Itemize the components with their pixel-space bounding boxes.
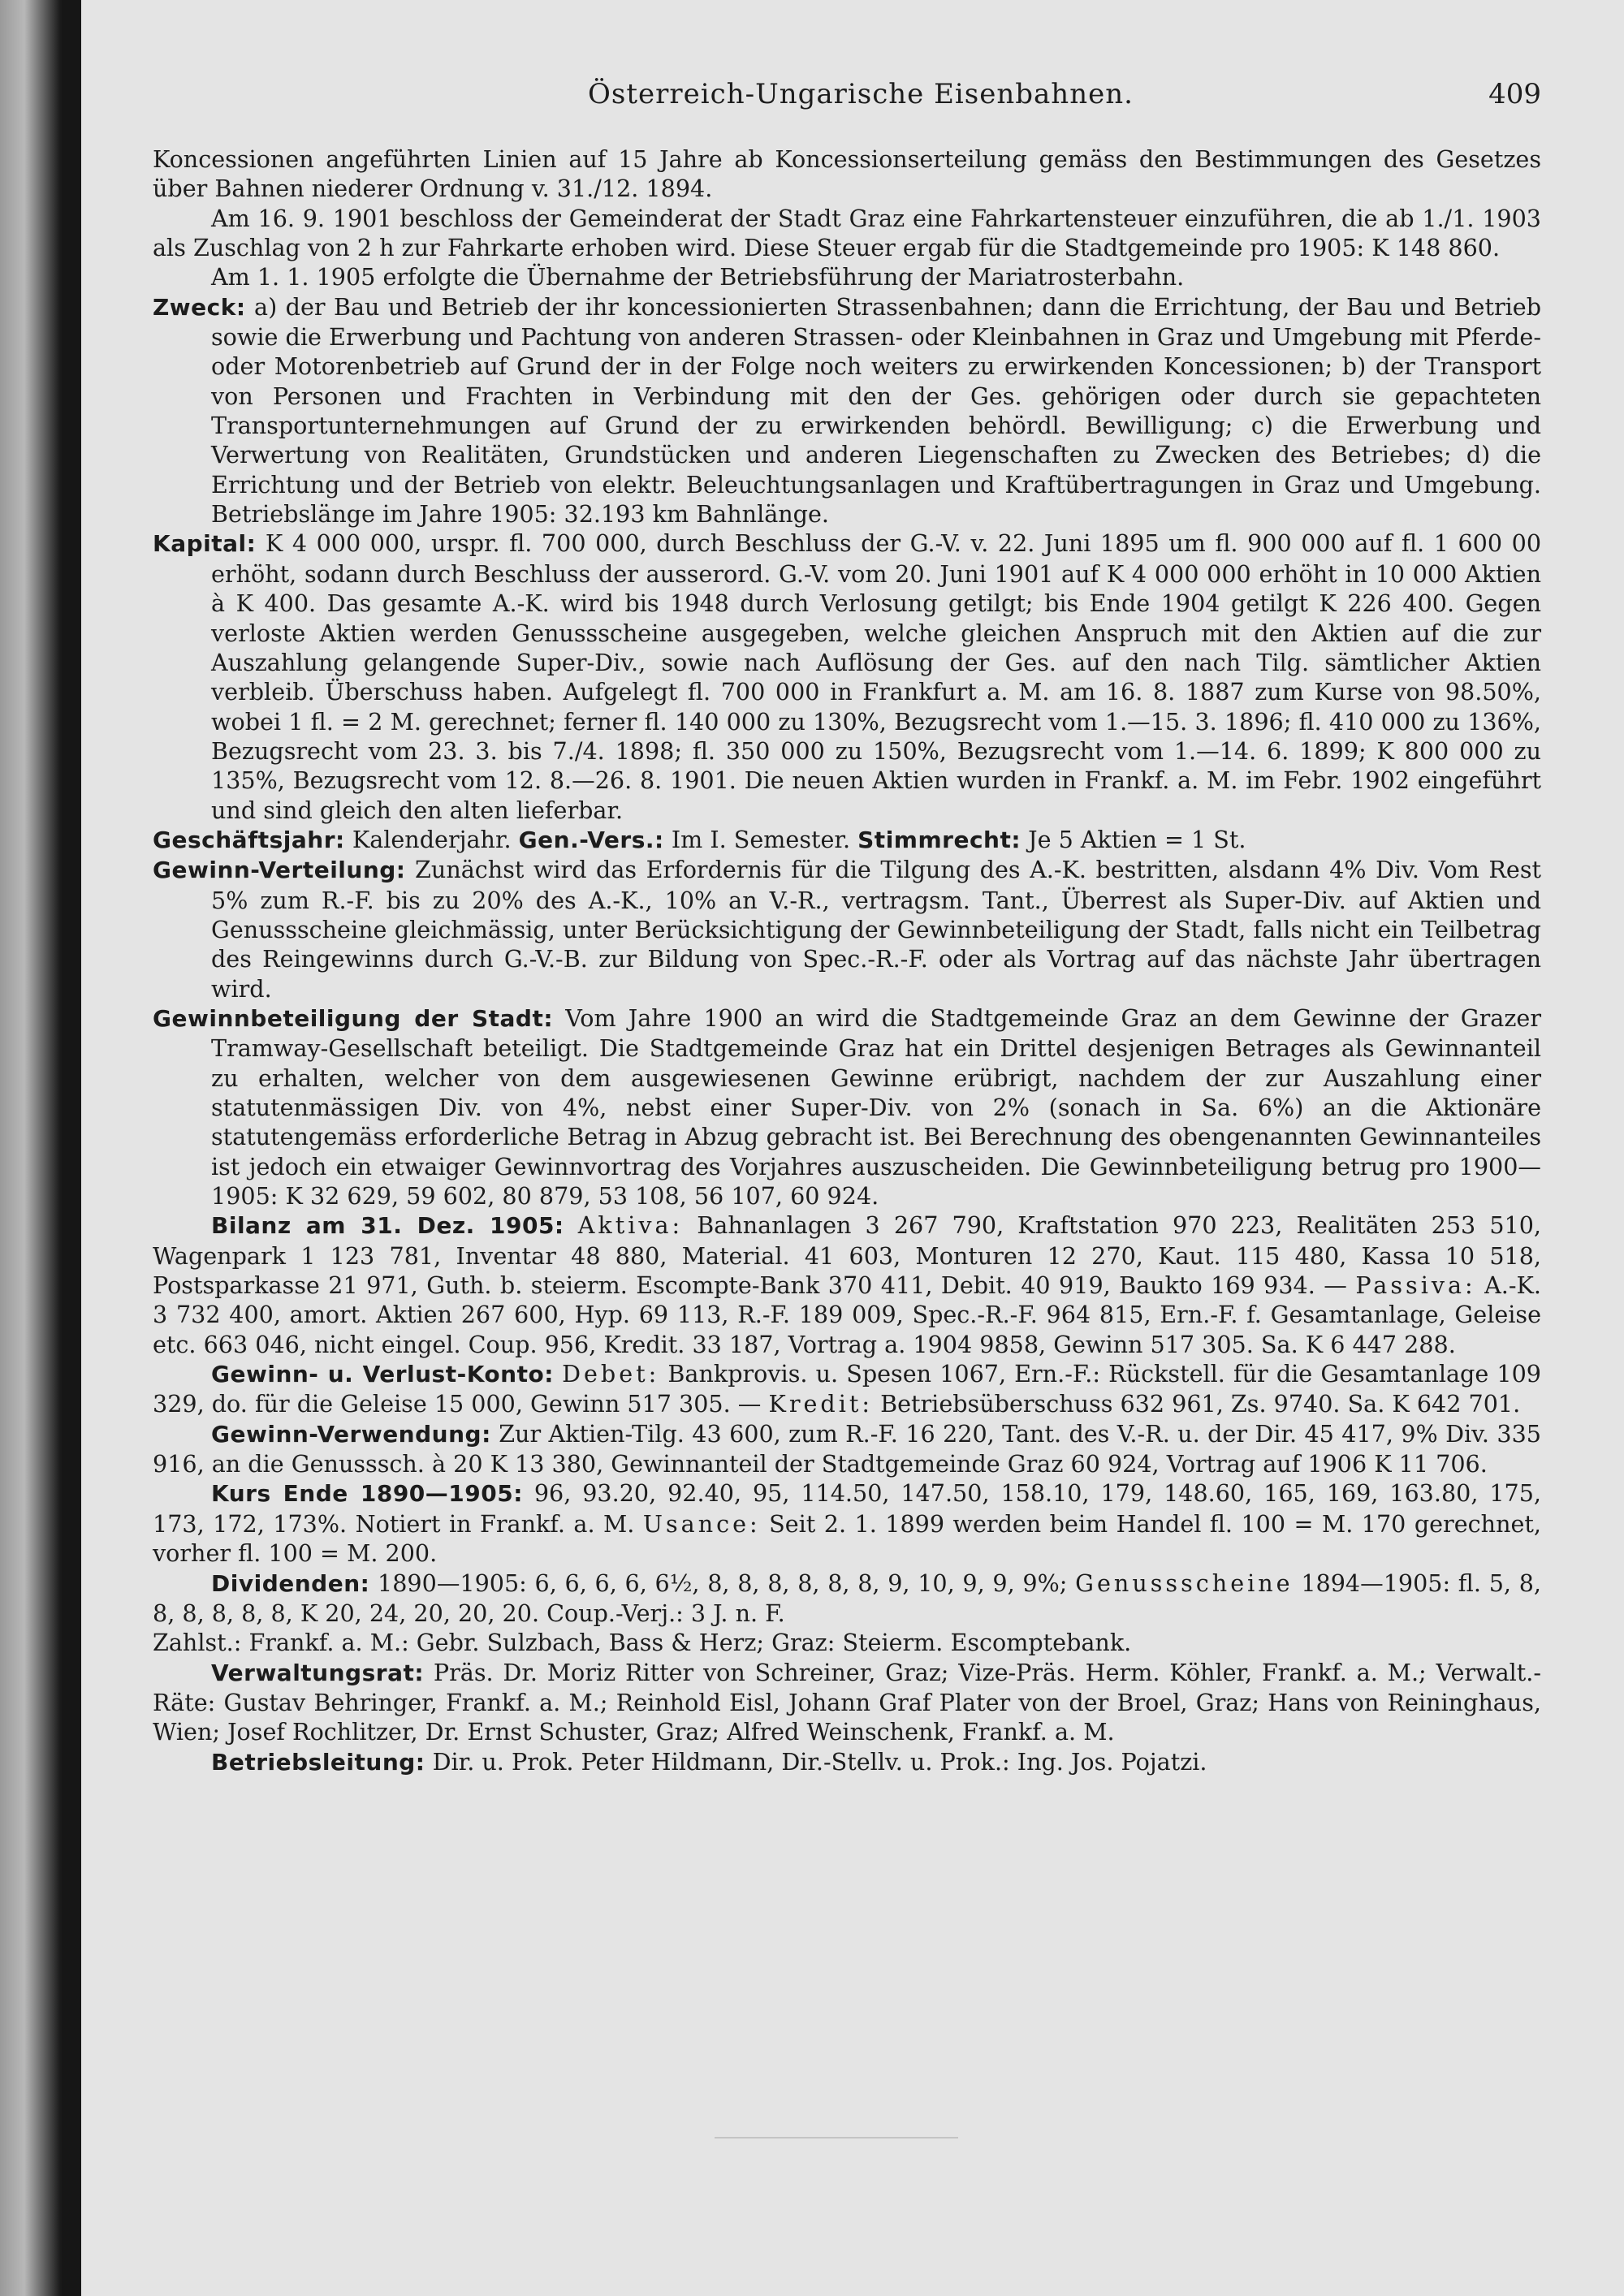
- text-gewinn-verteilung: Zunächst wird das Erfordernis für die Tilgung des A.-K. bestritten, alsdann 4% Div. Vom Rest 5% zum R.-F. bis zu 20% des A.-K., 10% an V.-R., vertragsm. Tant., Überrest als Super-Div. auf Aktien und Genussscheine gleichmässig, unter Berücksichtigung der Gewinnbeteiligung der Stadt, falls nicht ein Teilbetrag des Reingewinns durch G.-V.-B. zur Bildung von Spec.-R.-F. oder als Vortrag auf das nächste Jahr übertragen wird.: [211, 856, 1541, 1003]
- text-debet: Bankprovis. u. Spesen 1067, Ern.-F.: Rückstell. für die Gesamtanlage 109 329, do. für die Geleise 15 000, Gewinn 517 305. —: [153, 1360, 1541, 1418]
- paragraph-koncessionen: Koncessionen angeführten Linien auf 15 Jahre ab Koncessionserteilung gemäss den Bestimmungen des Gesetzes über Bahnen niederer Ordnung v. 31./12. 1894.: [153, 145, 1541, 203]
- section-dividenden: [153, 1569, 1541, 1629]
- text-gewinn-verwendung: Zur Aktien-Tilg. 43 600, zum R.-F. 16 220, Tant. des V.-R. u. der Dir. 45 417, 9% Div. 335 916, an die Genusssch. à 20 K 13 380, Gewinnanteil der Stadtgemeinde Graz 60 924, Vortrag auf 1906 K 11 706.: [153, 1419, 1541, 1478]
- text-stimmrecht: Je 5 Aktien = 1 St.: [1028, 825, 1246, 853]
- label-geschaeftsjahr: Geschäftsjahr:: [153, 826, 345, 853]
- text-kredit: Betriebsüberschuss 632 961, Zs. 9740. Sa. K 642 701.: [880, 1390, 1521, 1418]
- book-gutter: [62, 0, 81, 2296]
- text-genussscheine: 1894—1905: fl. 5, 8, 8, 8, 8, 8, 8, K 20, 24, 20, 20, 20. Coup.-Verj.: 3 J. n. F.: [153, 1569, 1541, 1627]
- text-gen-vers: Im I. Semester.: [671, 825, 851, 853]
- footer-divider: [715, 2137, 958, 2138]
- label-gewinnbeteiligung: Gewinnbeteiligung der Stadt:: [153, 1004, 554, 1032]
- label-kredit: Kredit:: [768, 1390, 873, 1418]
- text-kurs: 96, 93.20, 92.40, 95, 114.50, 147.50, 158.10, 179, 148.60, 165, 169, 163.80, 175, 173, 172, 173%. Notiert in Frankf. a. M.: [153, 1479, 1542, 1538]
- text-zweck: a) der Bau und Betrieb der ihr koncessionierten Strassenbahnen; dann die Errichtung, der Bau und Betrieb sowie die Erwerbung und Pachtung von anderen Strassen- oder Kleinbahnen in Graz und Umgebung mit Pferde- oder Motorenbetrieb auf Grund der in der Folge noch weiters zu erwirkenden Koncessionen; b) der Transport von Personen und Frachten in Verbindung mit den der Ges. gehörigen oder durch sie gepachteten Transportunternehmungen auf Grund der zu erwirkenden behördl. Bewilligung; c) die Erwerbung und Verwertung von Realitäten, Grundstücken und anderen Liegenschaften zu Zwecken des Betriebes; d) die Errichtung und der Betrieb von elektr. Beleuchtungsanlagen und Kraftübertragungen in Graz und Umgebung. Betriebslänge im Jahre 1905: 32.193 km Bahnlänge.: [211, 292, 1541, 529]
- label-gewinn-verwendung: Gewinn-Verwendung:: [211, 1420, 491, 1448]
- document-page: [81, 0, 1624, 2296]
- label-zweck: Zweck:: [153, 293, 246, 321]
- text-bilanz-passiva: A.-K. 3 732 400, amort. Aktien 267 600, Hyp. 69 113, R.-F. 189 009, Spec.-R.-F. 964 815, Ern.-F. f. Gesamtanlage, Geleise etc. 663 046, nicht eingel. Coup. 956, Kredit. 33 187, Vortrag a. 1904 9858, Gewinn 517 305. Sa. K 6 447 288.: [153, 1271, 1541, 1358]
- paragraph-mariatrosterbahn: Am 1. 1. 1905 erfolgte die Übernahme der Betriebsführung der Mariatrosterbahn.: [211, 263, 1185, 291]
- text-verwaltungsrat: Präs. Dr. Moriz Ritter von Schreiner, Graz; Vize-Präs. Herm. Köhler, Frankf. a. M.; Verwalt.-Räte: Gustav Behringer, Frankf. a. M.; Reinhold Eisl, Johann Graf Plater von der Broel, Graz; Hans von Reininghaus, Wien; Josef Rochlitzer, Dr. Ernst Schuster, Graz; Alfred Weinschenk, Frankf. a. M.: [153, 1658, 1542, 1746]
- label-kapital: Kapital:: [153, 530, 257, 558]
- label-usance: Usance:: [642, 1509, 761, 1538]
- text-dividenden: 1890—1905: 6, 6, 6, 6, 6½, 8, 8, 8, 8, 8, 8, 9, 10, 9, 9, 9%;: [378, 1569, 1068, 1597]
- text-usance: Seit 2. 1. 1899 werden beim Handel fl. 100 = M. 170 gerechnet, vorher fl. 100 = M. 200.: [153, 1509, 1541, 1568]
- label-passiva: Passiva:: [1355, 1271, 1476, 1300]
- text-bilanz-aktiva: Bahnanlagen 3 267 790, Kraftstation 970 223, Realitäten 253 510, Wagenpark 1 123 781, Inventar 48 880, Material. 41 603, Monturen 12 270, Kaut. 115 480, Kassa 10 518, Postsparkasse 21 971, Guth. b. steierm. Escompte-Bank 370 411, Debit. 40 919, Baukto 169 934. —: [153, 1211, 1541, 1300]
- section-gewinnbeteiligung: [153, 1003, 1541, 1211]
- book-binding-edge: [0, 0, 63, 2296]
- text-kapital: K 4 000 000, urspr. fl. 700 000, durch Beschluss der G.-V. v. 22. Juni 1895 um fl. 900 000 auf fl. 1 600 00 erhöht, sodann durch Beschluss der ausserord. G.-V. vom 20. Juni 1901 auf K 4 000 000 erhöht in 10 000 Aktien à K 400. Das gesamte A.-K. wird bis 1948 durch Verlosung getilgt; bis Ende 1904 getilgt K 226 400. Gegen verloste Aktien werden Genussscheine ausgegeben, welche gleichen Anspruch mit den Aktien auf die zur Auszahlung gelangende Super-Div., sowie nach Auflösung der Ges. auf den nach Tilg. sämtlicher Aktien verbleib. Überschuss haben. Aufgelegt fl. 700 000 in Frankfurt a. M. am 16. 8. 1887 zum Kurse von 98.50%, wobei 1 fl. = 2 M. gerechnet; ferner fl. 140 000 zu 130%, Bezugsrecht vom 1.—15. 3. 1896; fl. 410 000 zu 136%, Bezugsrecht vom 23. 3. bis 7./4. 1898; fl. 350 000 zu 150%, Bezugsrecht vom 1.—14. 6. 1899; K 800 000 zu 135%, Bezugsrecht vom 12. 8.—26. 8. 1901. Die neuen Aktien wurden in Frankf. a. M. im Febr. 1902 eingeführt und sind gleich den alten lieferbar.: [211, 529, 1542, 824]
- label-genussscheine: Genussscheine: [1075, 1569, 1294, 1597]
- section-kapital: [153, 529, 1541, 824]
- label-aktiva: Aktiva:: [577, 1211, 684, 1240]
- text-geschaeftsjahr: Kalenderjahr.: [352, 825, 512, 853]
- label-bilanz: Bilanz am 31. Dez. 1905:: [211, 1212, 564, 1240]
- text-betriebsleitung: Dir. u. Prok. Peter Hildmann, Dir.-Stellv. u. Prok.: Ing. Jos. Pojatzi.: [432, 1747, 1207, 1776]
- running-title: Österreich-Ungarische Eisenbahnen.: [588, 78, 1134, 110]
- section-zahlstellen: Zahlst.: Frankf. a. M.: Gebr. Sulzbach, Bass & Herz; Graz: Steierm. Escomptebank.: [153, 1629, 1132, 1657]
- section-verwaltungsrat: [153, 1658, 1541, 1747]
- label-gewinn-verlust: Gewinn- u. Verlust-Konto:: [211, 1361, 554, 1388]
- section-gewinn-verwendung: [153, 1419, 1541, 1479]
- paragraph-fahrkartensteuer: Am 16. 9. 1901 beschloss der Gemeinderat der Stadt Graz eine Fahrkartensteuer einzuführen, die ab 1./1. 1903 als Zuschlag von 2 h zur Fahrkarte erhoben wird. Diese Steuer ergab für die Stadtgemeinde pro 1905: K 148 860.: [153, 204, 1541, 262]
- label-verwaltungsrat: Verwaltungsrat:: [211, 1659, 425, 1686]
- label-stimmrecht: Stimmrecht:: [857, 826, 1021, 853]
- page-number: 409: [1488, 78, 1541, 110]
- section-kurs: [153, 1478, 1541, 1568]
- text-gewinnbeteiligung: Vom Jahre 1900 an wird die Stadtgemeinde Graz an dem Gewinne der Grazer Tramway-Gesellschaft beteiligt. Die Stadtgemeinde Graz hat ein Drittel desjenigen Betrages als Gewinnanteil zu erhalten, welcher von dem ausgewiesenen Gewinne erübrigt, nachdem der zur Auszahlung einer statutenmässigen Div. von 4%, nebst einer Super-Div. von 2% (sonach in Sa. 6%) an die Aktionäre statutengemäss erforderliche Betrag in Abzug gebracht ist. Bei Berechnung des obengenannten Gewinnanteiles ist jedoch ein etwaiger Gewinnvortrag des Vorjahres auszuscheiden. Die Gewinnbeteiligung betrug pro 1900—1905: K 32 629, 59 602, 80 879, 53 108, 56 107, 60 924.: [211, 1003, 1542, 1211]
- section-bilanz: [153, 1211, 1541, 1359]
- label-gewinn-verteilung: Gewinn-Verteilung:: [153, 857, 406, 884]
- section-geschaeftsjahr: [153, 825, 1541, 855]
- section-zweck: [153, 292, 1541, 529]
- label-dividenden: Dividenden:: [211, 1569, 370, 1597]
- label-betriebsleitung: Betriebsleitung:: [211, 1748, 425, 1776]
- page-header: [81, 78, 1624, 127]
- label-debet: Debet:: [562, 1360, 660, 1388]
- body-text: [153, 145, 1541, 1777]
- section-gewinn-verlust: [153, 1359, 1541, 1419]
- section-gewinn-verteilung: [153, 855, 1541, 1003]
- label-gen-vers: Gen.-Vers.:: [518, 826, 664, 853]
- label-kurs: Kurs Ende 1890—1905:: [211, 1480, 523, 1508]
- section-betriebsleitung: [153, 1747, 1541, 1777]
